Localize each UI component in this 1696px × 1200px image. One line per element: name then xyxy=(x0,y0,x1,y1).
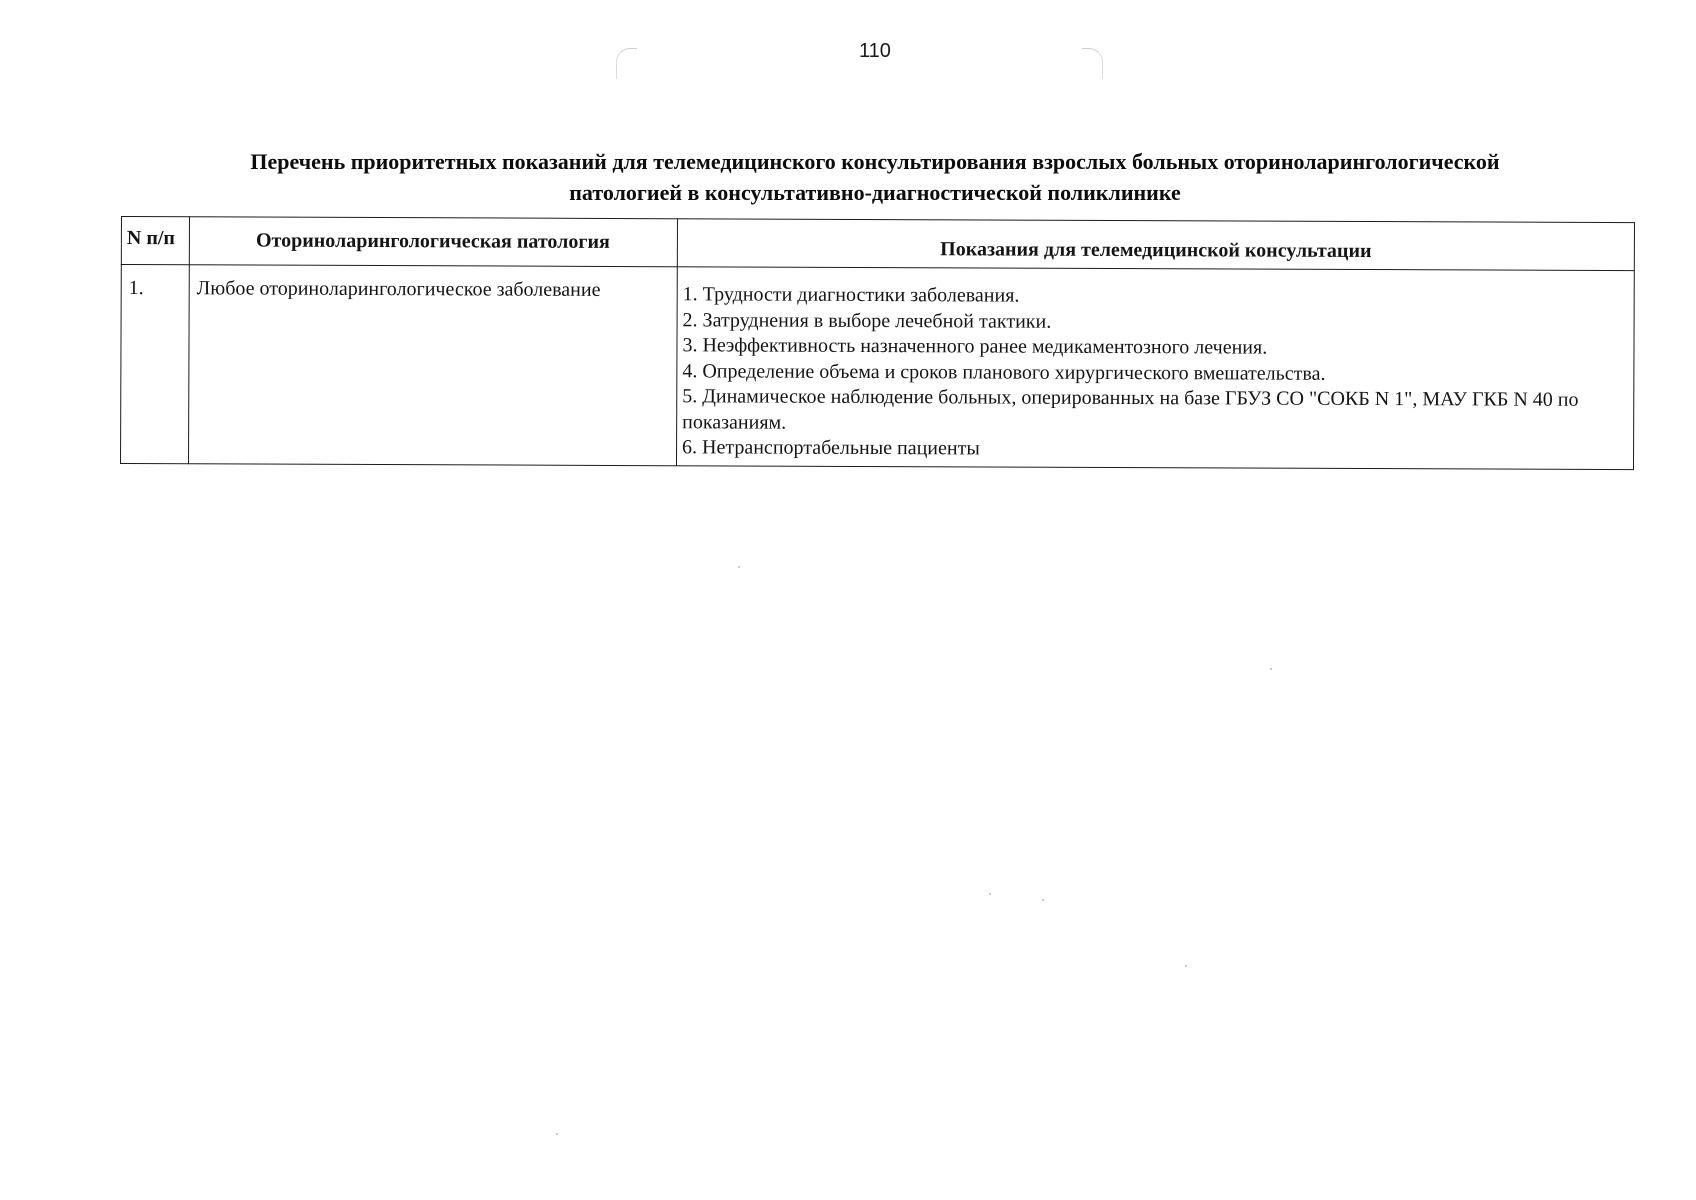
document-title xyxy=(150,146,1600,208)
header-pathology: Оториноларингологическая патология xyxy=(255,229,610,253)
scan-speck xyxy=(1042,899,1044,901)
indication-item-6: 6. Нетранспортабельные пациенты xyxy=(682,436,980,460)
indication-item-4: 4. Определение объема и сроков планового хирургического вмешательства. xyxy=(682,359,1326,385)
scan-speck xyxy=(738,566,740,568)
row-1-pathology: Любое оториноларингологическое заболевание xyxy=(196,277,601,301)
page-number: 110 xyxy=(859,40,891,62)
document-title-line-1: Перечень приоритетных показаний для телемедицинского консультирования взрослых больных оториноларингологической xyxy=(250,149,1500,174)
scan-speck xyxy=(1185,965,1187,967)
indication-item-3: 3. Неэффективность назначенного ранее медикаментозного лечения. xyxy=(682,334,1268,359)
indication-item-5: 5. Динамическое наблюдение больных, оперированных на базе ГБУЗ СО "СОКБ N 1", МАУ ГКБ N 40 по показаниям. xyxy=(682,385,1579,434)
scan-speck xyxy=(556,1133,558,1135)
indication-item-1: 1. Трудности диагностики заболевания. xyxy=(682,283,1020,307)
row-1-number: 1. xyxy=(128,277,144,300)
indication-item-2: 2. Затруднения в выборе лечебной тактики. xyxy=(682,308,1052,333)
header-number: N п/п xyxy=(126,227,176,250)
header-indications: Показания для телемедицинской консультации xyxy=(940,238,1372,263)
indications-table xyxy=(120,216,1635,470)
scan-speck xyxy=(1270,668,1272,670)
scan-speck xyxy=(989,893,991,895)
document-title-line-2: патологией в консультативно-диагностической поликлинике xyxy=(569,180,1181,205)
row-1-indications xyxy=(682,282,1629,464)
